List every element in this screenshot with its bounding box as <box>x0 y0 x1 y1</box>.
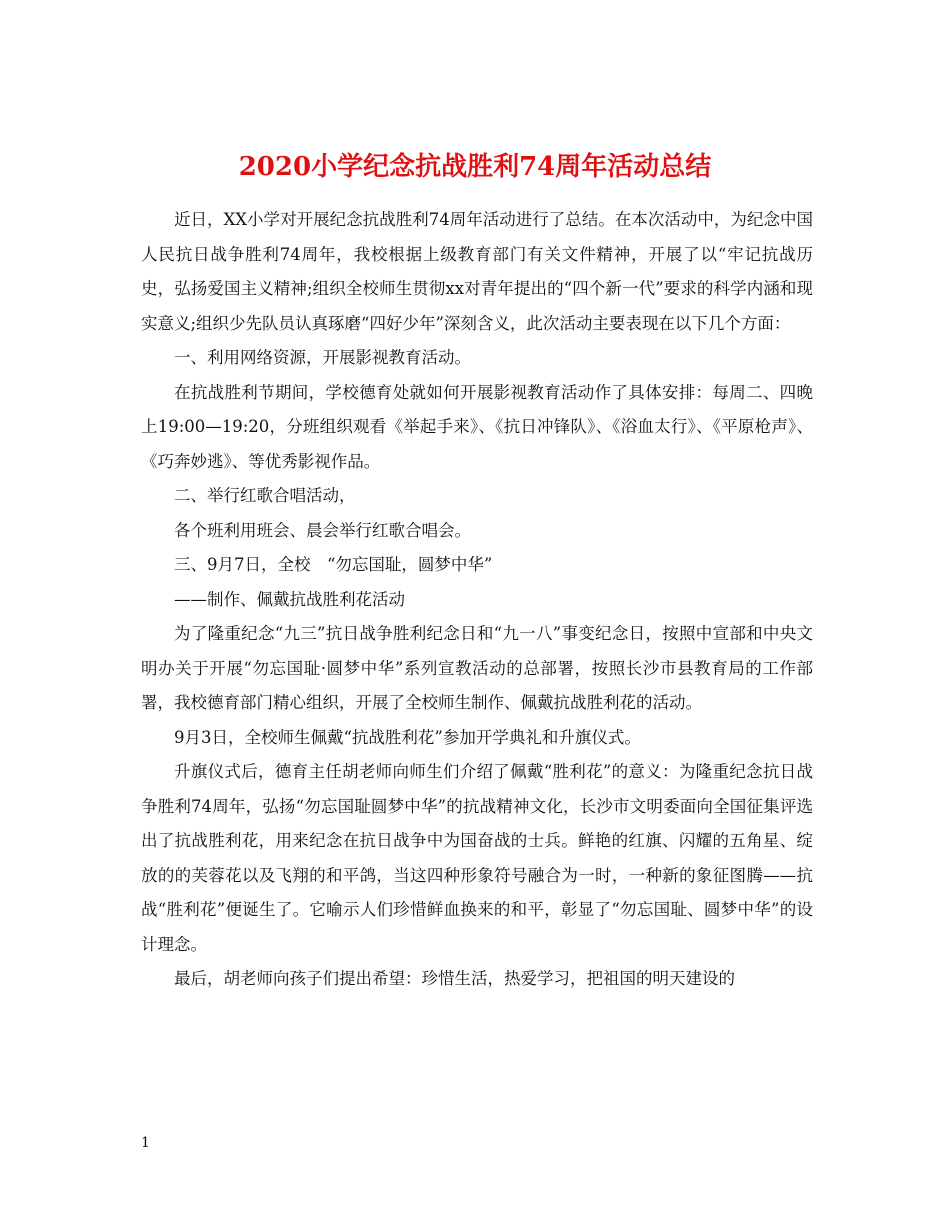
heading-section-2: 二、举行红歌合唱活动， <box>174 486 356 505</box>
paragraph-sept-3: 9月3日，全校师生佩戴“抗战胜利花”参加开学典礼和升旗仪式。 <box>174 727 641 747</box>
paragraph-commemoration: 为了隆重纪念“九三”抗日战争胜利纪念日和“九一八”事变纪念日，按照中宣部和中央文明办关于开展“勿忘国耻·圆梦中华”系列宣教活动的总部署，按照长沙市县教育局的工作部署，我校德育部门精心组织，开展了全校师生制作、佩戴抗战胜利花的活动。 <box>141 624 813 712</box>
paragraph-closing: 最后，胡老师向孩子们提出希望：珍惜生活，热爱学习，把祖国的明天建设的 <box>174 969 735 988</box>
heading-section-1: 一、利用网络资源，开展影视教育活动。 <box>174 348 471 367</box>
paragraph-intro: 近日，XX小学对开展纪念抗战胜利74周年活动进行了总结。在本次活动中，为纪念中国人民抗日战争胜利74周年，我校根据上级教育部门有关文件精神，开展了以“牢记抗战历史，弘扬爱国主义精神;组织全校师生贯彻xx对青年提出的“四个新一代”要求的科学内涵和现实意义;组织少先队员认真琢磨“四好少年”深刻含义，此次活动主要表现在以下几个方面： <box>141 210 813 333</box>
paragraph-victory-flower: 升旗仪式后，德育主任胡老师向师生们介绍了佩戴“胜利花”的意义：为隆重纪念抗日战争胜利74周年，弘扬“勿忘国耻圆梦中华”的抗战精神文化，长沙市文明委面向全国征集评选出了抗战胜利花，用来纪念在抗日战争中为国奋战的士兵。鲜艳的红旗、闪耀的五角星、绽放的的芙蓉花以及飞翔的和平鸽，当这四种形象符号融合为一时，一种新的象征图腾——抗战“胜利花”便诞生了。它喻示人们珍惜鲜血换来的和平，彰显了“勿忘国耻、圆梦中华”的设计理念。 <box>141 762 813 954</box>
document-body <box>141 203 813 997</box>
page-number: 1 <box>141 1135 150 1151</box>
document-title: 2020小学纪念抗战胜利74周年活动总结 <box>238 152 712 183</box>
heading-section-3: 三、9月7日，全校 “勿忘国耻，圆梦中华” <box>174 555 493 574</box>
paragraph-film-education: 在抗战胜利节期间，学校德育处就如何开展影视教育活动作了具体安排：每周二、四晚上19:00—19:20，分班组织观看《举起手来》、《抗日冲锋队》、《浴血太行》、《平原枪声》、《巧奔妙逃》、等优秀影视作品。 <box>141 382 813 471</box>
heading-section-3-subtitle: ——制作、佩戴抗战胜利花活动 <box>174 589 405 609</box>
paragraph-red-song: 各个班利用班会、晨会举行红歌合唱会。 <box>174 520 471 540</box>
